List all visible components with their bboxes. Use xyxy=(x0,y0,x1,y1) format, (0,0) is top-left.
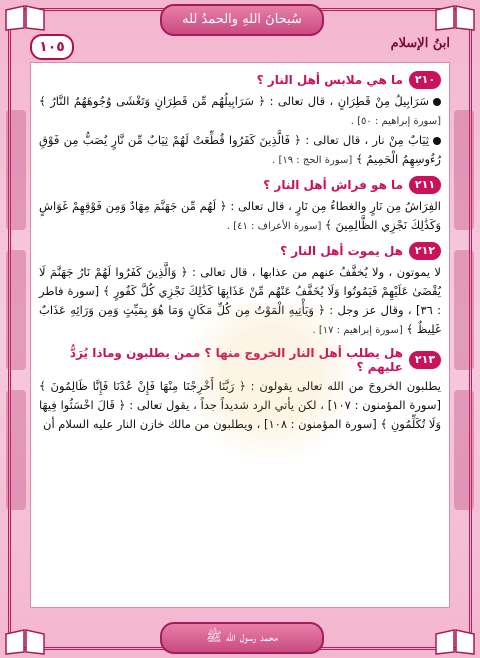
question-text: هل يموت أهل النار ؟ xyxy=(280,244,403,258)
answer-text: ثِيَابٌ مِنْ نار ، قال تعالى : ﴿ فَالَّذِينَ كَفَرُوا قُطِّعَتْ لَهُمْ ثِيَابٌ مِّن نَّارٍ يُصَبُّ مِن فَوْقِ رُءُوسِهِمُ الْحَمِيمُ ﴾ xyxy=(39,133,441,166)
verse-reference: [سورة إبراهيم : ٥٠] . xyxy=(350,116,441,127)
verse-reference: [سورة الأعراف : ٤١] . xyxy=(226,221,322,232)
answer-paragraph xyxy=(39,377,441,434)
question-number: ٢١٠ xyxy=(409,71,441,89)
qa-item xyxy=(39,242,441,340)
answer-text: سَرَابِيلُ مِنْ قَطِرَانٍ ، قال تعالى : ﴿ سَرَابِيلُهُم مِّن قَطِرَانٍ وَتَغْشَى وُجُوهَهُمُ النَّارُ ﴾ xyxy=(39,94,429,108)
question-text: ما هي ملابس أهل النار ؟ xyxy=(256,73,403,87)
verse-reference: [سورة إبراهيم : ١٧] . xyxy=(312,325,403,336)
bullet-icon xyxy=(433,137,441,145)
qa-item xyxy=(39,346,441,434)
top-banner: سُبحانَ اللهِ والحمدُ لله xyxy=(160,4,324,36)
bullet-icon xyxy=(433,98,441,106)
qa-item xyxy=(39,71,441,170)
answer-text: لا يموتون ، ولا يُخفَّفُ عنهم من عذابها ، قال تعالى : ﴿ وَالَّذِينَ كَفَرُوا لَهُمْ نَارُ جَهَنَّمَ لَا يُقْضَىٰ عَلَيْهِمْ فَيَمُوتُوا وَلَا يُخَفَّفُ عَنْهُم مِّنْ عَذَابِهَا كَذَٰلِكَ نَجْزِي كُلَّ كَفُورٍ ﴾ [سورة فاطر : ٣٦] ، وقال عز وجل : ﴿ وَيَأْتِيهِ الْمَوْتُ مِن كُلِّ مَكَانٍ وَمَا هُوَ بِمَيِّتٍ وَمِن وَرَائِهِ عَذَابٌ غَلِيظٌ ﴾ xyxy=(39,265,441,336)
page-content xyxy=(30,62,450,608)
question-text: ما هو فراش أهل النار ؟ xyxy=(263,178,403,192)
calligraphy-ornament xyxy=(6,390,26,510)
calligraphy-ornament xyxy=(454,390,474,510)
open-book-icon xyxy=(434,626,476,656)
open-book-icon xyxy=(434,2,476,32)
calligraphy-ornament xyxy=(454,110,474,230)
calligraphy-ornament xyxy=(454,250,474,370)
question-text: هل يطلب أهل النار الخروج منها ؟ ممن يطلبون وماذا يُرَدُّ عليهم ؟ xyxy=(69,346,403,374)
answer-paragraph xyxy=(39,263,441,340)
answer-text: الفِرَاشُ مِن نَارٍ والغطاءُ مِن نَارٍ ، قال تعالى : ﴿ لَهُم مِّن جَهَنَّمَ مِهَادٌ وَمِن فَوْقِهِمْ غَوَاشٍ وَكَذَٰلِكَ نَجْزِي الظَّالِمِينَ ﴾ xyxy=(39,199,441,232)
answer-text: يطلبون الخروجَ من الله تعالى يقولون : ﴿ رَبَّنَا أَخْرِجْنَا مِنْهَا فَإِنْ عُدْنَا فَإِنَّا ظَالِمُونَ ﴾ [سورة المؤمنون : ١٠٧] ، لكن يأتي الرد شديداً جداً ، يقول تعالى : ﴿ قَالَ اخْسَئُوا فِيهَا وَلَا تُكَلِّمُونِ ﴾ [سورة المؤمنون : ١٠٨] ، ويطلبون من مالك خازن النار عليه السلام أن xyxy=(39,379,441,431)
question-number: ٢١١ xyxy=(409,176,441,194)
answer-paragraph xyxy=(39,197,441,236)
page-number: ١٠٥ xyxy=(30,34,74,60)
question-number: ٢١٢ xyxy=(409,242,441,260)
calligraphy-ornament xyxy=(6,110,26,230)
answer-paragraph xyxy=(39,131,441,170)
answer-paragraph xyxy=(39,92,441,131)
qa-item xyxy=(39,176,441,236)
book-title: ابنُ الإسلام xyxy=(390,36,450,51)
calligraphy-ornament xyxy=(6,250,26,370)
verse-reference: [سورة الحج : ١٩] . xyxy=(272,155,353,166)
page-header xyxy=(30,34,450,60)
question-number: ٢١٣ xyxy=(409,351,441,369)
open-book-icon xyxy=(4,626,46,656)
open-book-icon xyxy=(4,2,46,32)
bottom-banner: محمد رسول الله ﷺ xyxy=(160,622,324,654)
